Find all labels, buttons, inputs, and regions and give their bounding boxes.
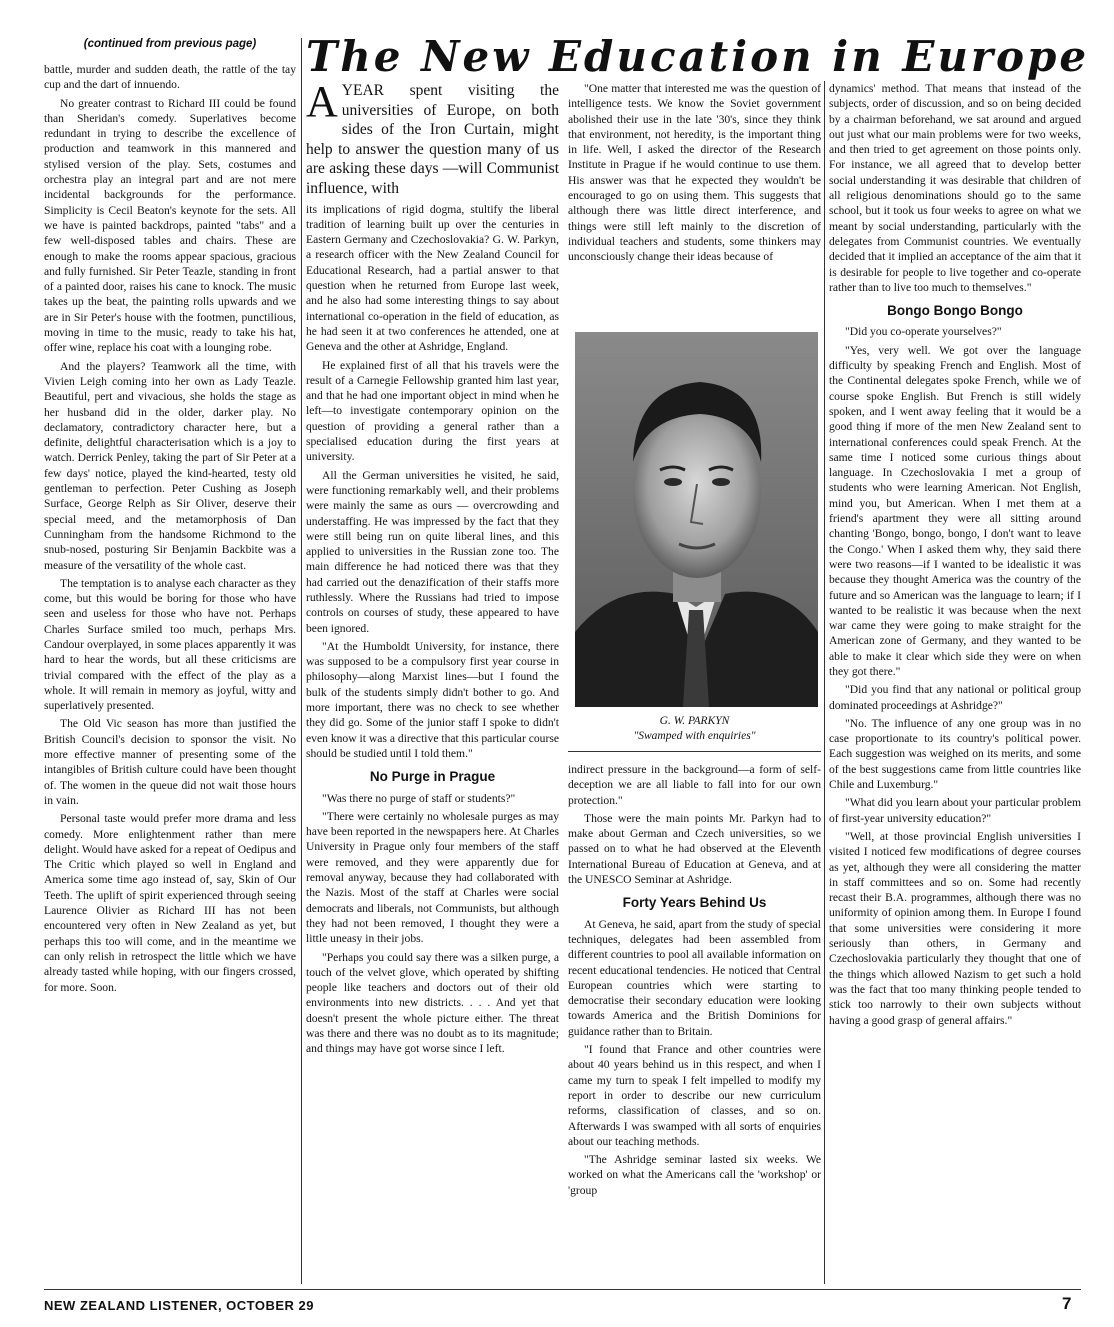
paragraph: "Yes, very well. We got over the language difficulty by speaking French and English. Most of the Continental delegates spoke French, while we of course spoke English. But French is still widely spoken, and I went away feeling that it would be a good thing if more of the men New Zealand sent to international conferences could speak French. At the same time I noticed some curious things about language. In Czechoslovakia I met a group of students who were learning American. Not English, mind you, but American. When I met them at a friend's apartment they were all sitting around chanting 'Bongo, bongo, bongo, I don't want to leave the Congo.' When I asked them why, they said there were two reasons—if I wanted to be idealistic it was because they thought America was the country of the future and so American was the language to learn; if I wanted to be realistic it was because when the next war came they were going to make straight for the American zone of Germany, and they wanted to be able to make it clear which side they were on when they got there." — [829, 343, 1081, 678]
paragraph: The Old Vic season has more than justified the British Council's decision to sponsor the visit. No more effective manner of presenting some of the intangibles of British culture could have been thought of. The women in the queue did not wait those hours in vain. — [44, 717, 296, 807]
paragraph: All the German universities he visited, he said, were functioning remarkably well, and their problems were mainly the same as ours — overcrowding and understaffing. He was impressed by the fact that they were still being run on quite liberal lines, and this applied to universities in the Russian zone too. The main difference he had noticed there was that they had carried out the denazification of their staffs more ruthlessly. Where the Russians had tried to impose controls on courses of study, these appeared to have been ignored. — [306, 468, 559, 635]
subheading-no-purge: No Purge in Prague — [369, 769, 496, 785]
paragraph: The temptation is to analyse each character as they come, but this would be boring for those who have seen and useless for those who have not. Perhaps Charles Surface smiled too much, perhaps Mrs. Candour overplayed, in some places apparently it was hard to hear the words, but all these criticisms are trivial compared with the effect of the play as a whole. It will remain in memory as joyful, witty and superlatively presented. — [44, 576, 296, 713]
paragraph: "Perhaps you could say there was a silken purge, a touch of the velvet glove, which operated by shifting people like teachers and doctors out of their old environments into new districts. . . . And yet that doesn't present the whole picture either. The threat was there and there was no doubt as to its magnitude; and things may have got worse since I left. — [306, 950, 559, 1056]
paragraph: "There were certainly no wholesale purges as may have been reported in the newspapers here. At Charles University in Prague only four members of the staff were removed, and they were apparently due for removal anyway, because they had collaborated with the Nazis. Most of the staff at Charles were social democrats and liberals, not Communists, but although they had not been removed, I thought they were a little uneasy in their jobs. — [306, 809, 559, 946]
paragraph: "I found that France and other countries were about 40 years behind us in this respect, and when I came my turn to speak I felt impelled to modify my report in order to describe our new curriculum reforms, classification of classes, and so on. Afterwards I was swamped with all sorts of enquiries about our teaching methods. — [568, 1043, 821, 1148]
paragraph: indirect pressure in the background—a form of self-deception we are all liable to fall into for our own protection." — [568, 763, 821, 807]
caption-divider — [568, 751, 821, 752]
column-4 — [829, 81, 1081, 1031]
paragraph: dynamics' method. That means that instead of the subjects, order of discussion, and so on being decided by a chairman beforehand, we sat around and argued out just what our main problems were for two weeks, and then tried to get agreement on those points only. For instance, we all agreed that to develop better social understanding it was desirable that children of all religious denominations should go to the same school, but it took us four weeks to agree on what we meant by social understanding, particularly with the delegates from Communist countries. We eventually decided that it implied an acceptance of the aim that it is desirable for people to live together and co-operate rather than to live too much to themselves." — [829, 82, 1081, 294]
column-rule — [301, 38, 302, 1284]
paragraph: "No. The influence of any one group was in no case proportionate to its country's political power. Each suggestion was weighed on its merits, and some of the best suggestions came from little countries like Chile and Luxemburg." — [829, 716, 1081, 792]
caption-quote: "Swamped with enquiries" — [633, 730, 756, 742]
caption-name: G. W. PARKYN — [659, 715, 730, 727]
drop-cap: A — [306, 77, 338, 126]
paragraph: No greater contrast to Richard III could be found than Sheridan's comedy. Superlatives become redundant in trying to describe the excellence of production and teamwork in this mannered and stylised version of the play. Sets, costumes and orchestra play an integral part and are not mere incidental backgrounds for the performance. Simplicity is Cecil Beaton's keynote for the sets. All we have is painted backdrops, painted "tabs" and a few well-disposed tables and chairs. These are enough to make the rooms appear spacious, gracious and fully furnished. Sir Peter Teazle, standing in front of a painted door, raises his cane to knock. The music takes up the beat, the painting rolls upwards and we are in Sir Peter's house with the footmen, punctilious, moving in time to the music, ready to take his hat, offer wine, replace his coat with a lounging robe. — [44, 96, 296, 355]
lead-text: YEAR spent visiting the universities of Europe, on both sides of the Iron Curtain, might help to answer the question many of us are asking these days —will Communist influence, with — [306, 82, 559, 197]
paragraph: He explained first of all that his travels were the result of a Carnegie Fellowship granted him last year, and that he had one important object in mind when he left—to investigate contemporary opinion on the question of providing a general rather than a specialised education during the first years at university. — [306, 358, 559, 464]
footer-publication: NEW ZEALAND LISTENER, OCTOBER 29 — [44, 1298, 315, 1313]
paragraph: Those were the main points Mr. Parkyn had to make about German and Czech universities, so we passed on to what he had observed at the Eleventh International Bureau of Education at Geneva, and at the UNESCO Seminar at Ashridge. — [568, 811, 821, 887]
paragraph: "At the Humboldt University, for instance, there was supposed to be a compulsory first year course in philosophy—along Marxist lines—but I found the bulk of the students simply didn't bother to go. And more important, there was no check to see whether they did go. Some of the junior staff I spoke to didn't even know it was a directive that this particular course should be studied until I told them." — [306, 639, 559, 760]
paragraph: "Well, at those provincial English universities I visited I noticed few modifications of degree courses as yet, although they were all considering the matter in staff committees and so on. Some had recently recast their B.A. programmes, although there was no uniformity of opinion among them. In Europe I found that some universities were considering it more seriously than others, in Germany and Czechoslovakia particularly they thought that one of the things which allowed Nazism to get such a hold was the fact that too many thinking people tended to stick too narrowly to their own subjects without having a good grasp of general affairs." — [829, 829, 1081, 1027]
paragraph: "Did you find that any national or political group dominated proceedings at Ashridge?" — [829, 683, 1081, 712]
photo-caption — [568, 714, 821, 744]
page-number: 7 — [1062, 1294, 1072, 1313]
subheading-bongo: Bongo Bongo Bongo — [887, 303, 1023, 319]
portrait-photo — [575, 332, 818, 707]
subheading-forty-years: Forty Years Behind Us — [622, 895, 767, 911]
paragraph: And the players? Teamwork all the time, with Vivien Leigh coming into her own as Lady Teazle. Beautiful, pert and vivacious, she holds the stage as her husband did in the older, darker play. No declamatory, contradictory character here, but a definite, delightful characterisation which is a joy to watch. Derrick Penley, taking the part of Sir Peter at a few days' notice, played the kind-hearted, testy old gentleman to perfection. Peter Cushing as Joseph Surface, George Relph as Sir Oliver, deserve their special meed, and the metamorphosis of Dan Cunningham from the handsome Richmond to the snub-nosed, posturing Sir Benjamin Backbite was a measure of the versatility of the whole cast. — [44, 359, 296, 572]
paragraph: battle, murder and sudden death, the rattle of the tay cup and the dart of innuendo. — [44, 63, 296, 92]
paragraph: "Did you co-operate yourselves?" — [845, 325, 1002, 339]
paragraph: "What did you learn about your particular problem of first-year university education?" — [829, 796, 1081, 825]
paragraph: "The Ashridge seminar lasted six weeks. We worked on what the Americans call the 'workshop' or 'group — [568, 1153, 821, 1197]
lead-paragraph — [306, 77, 559, 199]
paragraph: Personal taste would prefer more drama and less comedy. More enlightenment rather than mere delight. Would have asked for a repeat of Oedipus and The Critic which played so well in England and America some time ago instead of, say, Skin of Our Teeth. The uplift of spirit experienced through seeing Laurence Olivier as Richard III has not been encountered very often in New Zealand as yet, but perhaps this too will come, and in the meantime we can only relish in retrospect the little which we have already tasted while hoping, with our fingers crossed, for more. Soon. — [44, 812, 296, 994]
column-3-bottom — [568, 762, 821, 1201]
footer-rule — [44, 1289, 1081, 1290]
column-2 — [306, 77, 559, 1060]
paragraph: "One matter that interested me was the question of intelligence tests. We know the Soviet government abolished their use in the late '30's, since they think that environment, not heredity, is the important thing in life. Well, I asked the director of the Research Institute in Prague if he would continue to use them. His answer was that he expected they wouldn't be encouraged to go on using them. This suggests that although there was little direct interference, and things were still left mainly to the discretion of individual teachers and students, some thinkers may unconsciously change their ideas because of — [568, 82, 821, 264]
column-rule — [824, 81, 825, 1284]
paragraph: its implications of rigid dogma, stultify the liberal tradition of learning built up over the centuries in Eastern Germany and Czechoslovakia? G. W. Parkyn, a research officer with the New Zealand Council for Educational Research, had a partial answer to that question when he returned from Europe last week, and he also had some interesting things to say about international co-operation in the field of education, as he had seen it at two conferences he attended, one at Geneva and the other at Ashridge, England. — [306, 202, 559, 354]
paragraph: At Geneva, he said, apart from the study of special techniques, delegates had been assembled from different countries to pool all available information on recent educational tendencies. He noticed that Central European countries which were starting to democratise their secondary education were looking towards America and the British Dominions for guidance rather than to Britain. — [568, 917, 821, 1038]
column-3-top — [568, 81, 821, 268]
column-1 — [44, 62, 296, 998]
headline: The New Education in Europe — [306, 32, 1090, 81]
paragraph: "Was there no purge of staff or students?" — [322, 791, 516, 805]
continued-note: (continued from previous page) — [83, 38, 257, 50]
